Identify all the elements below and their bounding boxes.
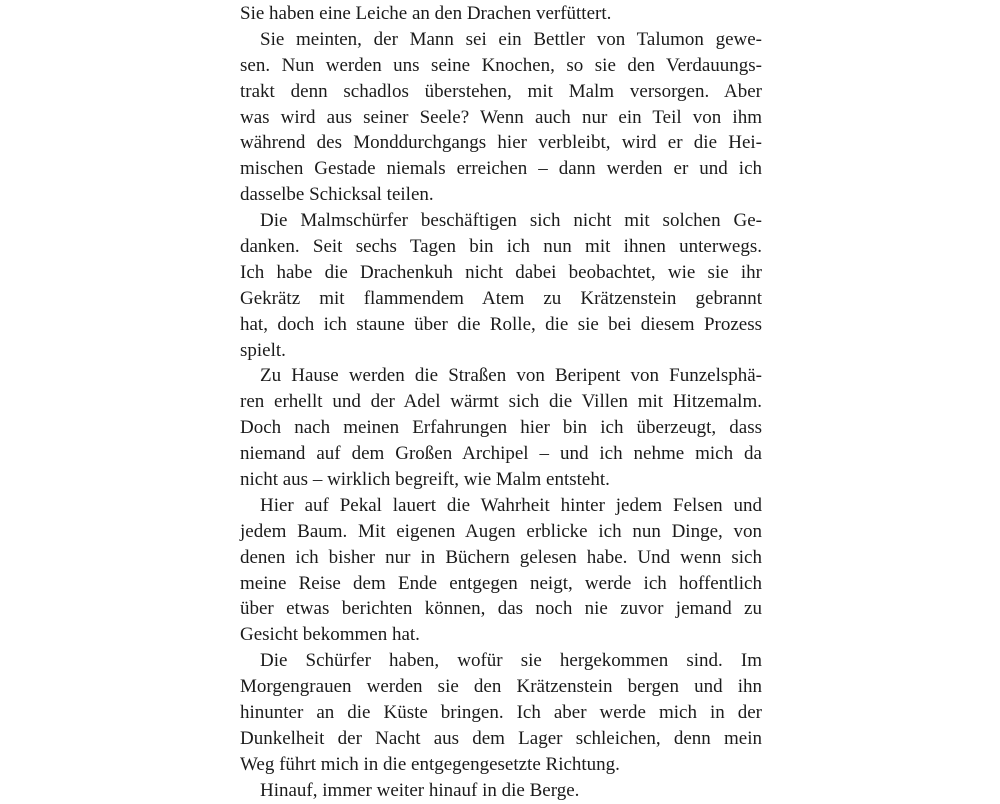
text-line: danken. Seit sechs Tagen bin ich nun mit ihnen unterwegs. [240,236,762,258]
book-page [240,1,762,804]
text-line: spielt. [240,339,286,361]
text-line: Gekrätz mit flammendem Atem zu Krätzenstein gebrannt [240,287,762,309]
text-line: über etwas berichten können, das noch nie zuvor jemand zu [240,598,762,620]
paragraph-6 [240,648,762,777]
text-line: hat, doch ich staune über die Rolle, die sie bei diesem Prozess [240,313,762,335]
text-line: Sie meinten, der Mann sei ein Bettler von Talumon gewe- [260,28,762,50]
text-line: Ich habe die Drachenkuh nicht dabei beobachtet, wie sie ihr [240,261,762,283]
text-line: Die Malmschürfer beschäftigen sich nicht mit solchen Ge- [260,210,762,232]
text-line: Weg führt mich in die entgegengesetzte Richtung. [240,753,620,775]
text-line: denen ich bisher nur in Büchern gelesen habe. Und wenn sich [240,546,762,568]
text-line: nicht aus – wirklich begreift, wie Malm entsteht. [240,469,610,491]
text-line: mischen Gestade niemals erreichen – dann werden er und ich [240,158,762,180]
text-line: während des Monddurchgangs hier verbleibt, wird er die Hei- [240,132,762,154]
text-line: Sie haben eine Leiche an den Drachen verfüttert. [240,3,612,24]
text-line: was wird aus seiner Seele? Wenn auch nur ein Teil von ihm [240,106,762,128]
text-line: Morgengrauen werden sie den Krätzenstein bergen und ihn [240,676,762,698]
text-line: Dunkelheit der Nacht aus dem Lager schleichen, denn mein [240,727,762,749]
text-line: hinunter an die Küste bringen. Ich aber werde mich in der [240,702,762,724]
text-line: Die Schürfer haben, wofür sie hergekommen sind. Im [260,650,762,672]
text-line: Doch nach meinen Erfahrungen hier bin ich überzeugt, dass [240,417,762,439]
paragraph-1 [240,1,762,27]
paragraph-2 [240,27,762,208]
text-line: sen. Nun werden uns seine Knochen, so sie den Verdauungs- [240,54,762,76]
text-line: Hier auf Pekal lauert die Wahrheit hinter jedem Felsen und [260,494,762,516]
paragraph-4 [240,363,762,492]
text-line: Gesicht bekommen hat. [240,624,420,646]
text-line: ren erhellt und der Adel wärmt sich die Villen mit Hitzemalm. [240,391,762,413]
text-line: meine Reise dem Ende entgegen neigt, werde ich hoffentlich [240,572,762,594]
text-line: dasselbe Schicksal teilen. [240,184,434,206]
text-line: trakt denn schadlos überstehen, mit Malm versorgen. Aber [240,80,762,102]
paragraph-3 [240,208,762,363]
text-line: niemand auf dem Großen Archipel – und ich nehme mich da [240,443,762,465]
text-line: jedem Baum. Mit eigenen Augen erblicke ich nun Dinge, von [240,520,762,542]
text-line: Zu Hause werden die Straßen von Beripent von Funzelsphä- [260,365,762,387]
paragraph-5 [240,493,762,648]
text-line: Hinauf, immer weiter hinauf in die Berge. [260,779,580,801]
